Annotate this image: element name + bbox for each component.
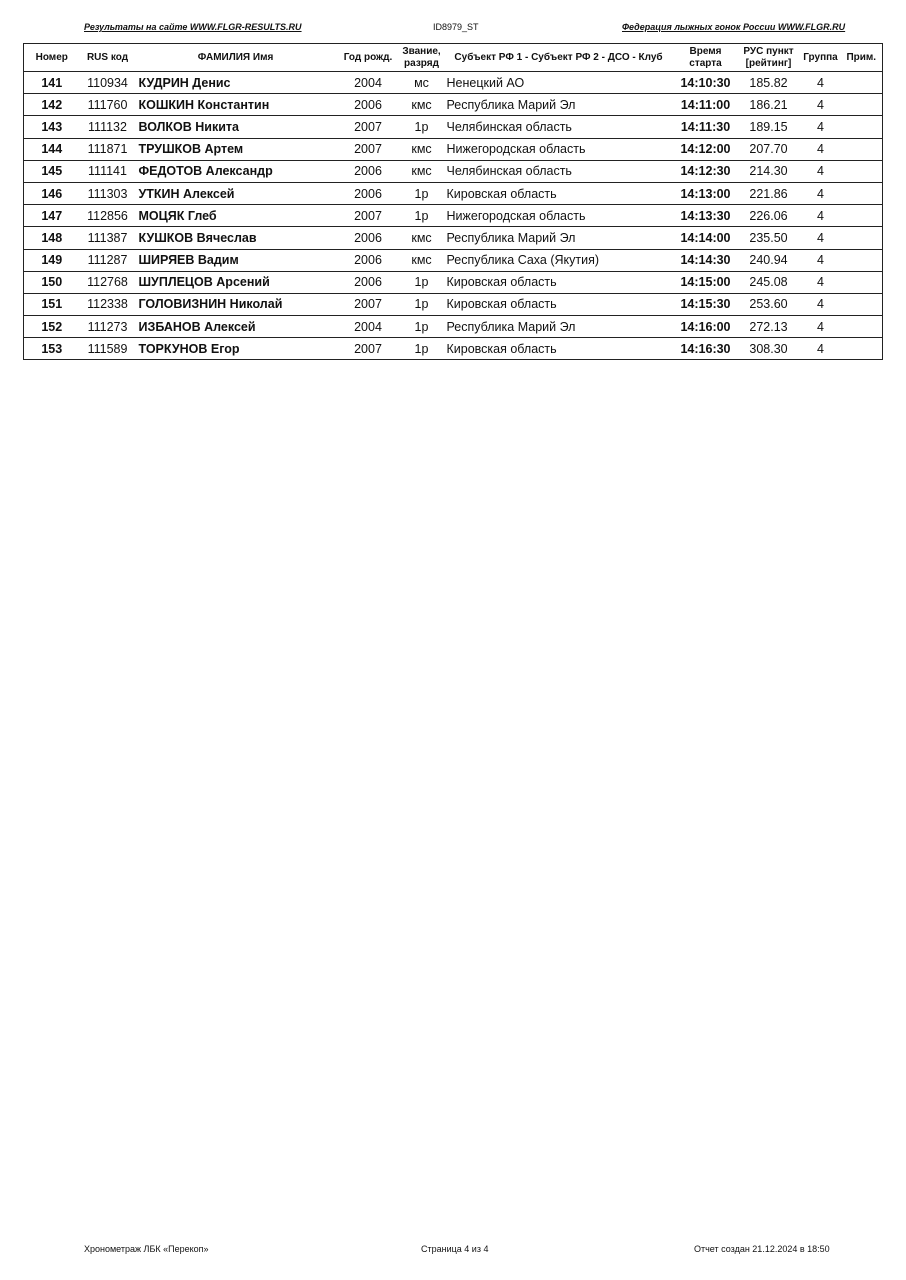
col-header-time — [675, 44, 737, 72]
cell-name: ВОЛКОВ Никита — [136, 116, 336, 138]
cell-region: Нижегородская область — [443, 205, 675, 227]
cell-note — [841, 94, 883, 116]
col-header-group: Группа — [801, 44, 841, 72]
cell-note — [841, 72, 883, 94]
cell-points: 189.15 — [737, 116, 801, 138]
cell-code: 111303 — [80, 182, 136, 204]
cell-year: 2007 — [336, 116, 401, 138]
cell-note — [841, 182, 883, 204]
cell-num: 143 — [24, 116, 80, 138]
cell-code: 111871 — [80, 138, 136, 160]
col-header-name: ФАМИЛИЯ Имя — [136, 44, 336, 72]
col-header-region: Субъект РФ 1 - Субъект РФ 2 - ДСО - Клуб — [443, 44, 675, 72]
cell-name: ТОРКУНОВ Егор — [136, 338, 336, 360]
cell-year: 2006 — [336, 182, 401, 204]
cell-num: 145 — [24, 160, 80, 182]
cell-points: 221.86 — [737, 182, 801, 204]
table-row — [24, 160, 883, 182]
cell-rank: 1р — [401, 271, 443, 293]
cell-points: 272.13 — [737, 316, 801, 338]
cell-note — [841, 249, 883, 271]
table-row — [24, 205, 883, 227]
cell-code: 111273 — [80, 316, 136, 338]
cell-year: 2006 — [336, 227, 401, 249]
table-row — [24, 227, 883, 249]
table-row — [24, 316, 883, 338]
cell-points: 235.50 — [737, 227, 801, 249]
cell-num: 150 — [24, 271, 80, 293]
table-row — [24, 182, 883, 204]
cell-rank: кмс — [401, 249, 443, 271]
cell-region: Ненецкий АО — [443, 72, 675, 94]
cell-rank: кмс — [401, 160, 443, 182]
cell-code: 111760 — [80, 94, 136, 116]
cell-name: ШИРЯЕВ Вадим — [136, 249, 336, 271]
cell-note — [841, 205, 883, 227]
cell-rank: кмс — [401, 138, 443, 160]
col-header-year: Год рожд. — [336, 44, 401, 72]
col-header-points — [737, 44, 801, 72]
cell-region: Челябинская область — [443, 116, 675, 138]
cell-num: 141 — [24, 72, 80, 94]
cell-note — [841, 271, 883, 293]
cell-group: 4 — [801, 249, 841, 271]
cell-points: 308.30 — [737, 338, 801, 360]
table-row — [24, 138, 883, 160]
cell-year: 2006 — [336, 271, 401, 293]
col-header-num: Номер — [24, 44, 80, 72]
cell-note — [841, 293, 883, 315]
cell-num: 147 — [24, 205, 80, 227]
cell-group: 4 — [801, 271, 841, 293]
cell-rank: 1р — [401, 182, 443, 204]
col-header-points-line1: РУС пункт — [743, 45, 794, 57]
cell-name: КОШКИН Константин — [136, 94, 336, 116]
cell-region: Нижегородская область — [443, 138, 675, 160]
cell-group: 4 — [801, 205, 841, 227]
cell-year: 2007 — [336, 205, 401, 227]
cell-name: ГОЛОВИЗНИН Николай — [136, 293, 336, 315]
cell-num: 142 — [24, 94, 80, 116]
start-list-table — [23, 43, 883, 360]
col-header-note: Прим. — [841, 44, 883, 72]
cell-start-time: 14:10:30 — [675, 72, 737, 94]
cell-region: Кировская область — [443, 293, 675, 315]
cell-start-time: 14:16:30 — [675, 338, 737, 360]
federation-site-link[interactable]: Федерация лыжных гонок России WWW.FLGR.RU — [622, 22, 846, 32]
timing-provider: Хронометраж ЛБК «Перекоп» — [84, 1244, 209, 1254]
col-header-code: RUS код — [80, 44, 136, 72]
cell-region: Республика Саха (Якутия) — [443, 249, 675, 271]
col-header-rank-line1: Звание, — [402, 45, 441, 57]
cell-note — [841, 138, 883, 160]
cell-num: 151 — [24, 293, 80, 315]
cell-group: 4 — [801, 338, 841, 360]
cell-group: 4 — [801, 72, 841, 94]
cell-year: 2004 — [336, 72, 401, 94]
cell-year: 2004 — [336, 316, 401, 338]
cell-name: УТКИН Алексей — [136, 182, 336, 204]
cell-points: 253.60 — [737, 293, 801, 315]
cell-group: 4 — [801, 160, 841, 182]
cell-start-time: 14:12:00 — [675, 138, 737, 160]
cell-start-time: 14:16:00 — [675, 316, 737, 338]
table-row — [24, 249, 883, 271]
protocol-id: ID8979_ST — [433, 22, 479, 32]
cell-code: 111387 — [80, 227, 136, 249]
table-row — [24, 94, 883, 116]
cell-rank: мс — [401, 72, 443, 94]
cell-start-time: 14:14:00 — [675, 227, 737, 249]
cell-num: 153 — [24, 338, 80, 360]
cell-rank: 1р — [401, 316, 443, 338]
cell-group: 4 — [801, 182, 841, 204]
cell-start-time: 14:11:30 — [675, 116, 737, 138]
cell-year: 2006 — [336, 249, 401, 271]
cell-name: ТРУШКОВ Артем — [136, 138, 336, 160]
cell-region: Республика Марий Эл — [443, 227, 675, 249]
cell-points: 207.70 — [737, 138, 801, 160]
cell-note — [841, 338, 883, 360]
results-site-link[interactable]: Результаты на сайте WWW.FLGR-RESULTS.RU — [84, 22, 302, 32]
cell-region: Челябинская область — [443, 160, 675, 182]
cell-rank: кмс — [401, 227, 443, 249]
cell-num: 144 — [24, 138, 80, 160]
cell-name: ШУПЛЕЦОВ Арсений — [136, 271, 336, 293]
cell-name: КУШКОВ Вячеслав — [136, 227, 336, 249]
cell-rank: 1р — [401, 293, 443, 315]
cell-num: 152 — [24, 316, 80, 338]
cell-num: 146 — [24, 182, 80, 204]
cell-start-time: 14:12:30 — [675, 160, 737, 182]
cell-region: Кировская область — [443, 338, 675, 360]
col-header-time-line2: старта — [689, 57, 722, 69]
cell-region: Кировская область — [443, 182, 675, 204]
col-header-rank — [401, 44, 443, 72]
cell-note — [841, 116, 883, 138]
cell-rank: кмс — [401, 94, 443, 116]
cell-group: 4 — [801, 138, 841, 160]
cell-points: 214.30 — [737, 160, 801, 182]
cell-points: 186.21 — [737, 94, 801, 116]
cell-code: 112338 — [80, 293, 136, 315]
report-created: Отчет создан 21.12.2024 в 18:50 — [694, 1244, 830, 1254]
cell-region: Республика Марий Эл — [443, 316, 675, 338]
cell-code: 110934 — [80, 72, 136, 94]
cell-num: 149 — [24, 249, 80, 271]
cell-group: 4 — [801, 293, 841, 315]
cell-code: 111287 — [80, 249, 136, 271]
cell-code: 111132 — [80, 116, 136, 138]
cell-start-time: 14:13:00 — [675, 182, 737, 204]
table-row — [24, 293, 883, 315]
cell-start-time: 14:15:30 — [675, 293, 737, 315]
cell-name: КУДРИН Денис — [136, 72, 336, 94]
cell-year: 2007 — [336, 293, 401, 315]
cell-group: 4 — [801, 116, 841, 138]
cell-year: 2007 — [336, 138, 401, 160]
cell-year: 2007 — [336, 338, 401, 360]
cell-name: ФЕДОТОВ Александр — [136, 160, 336, 182]
table-row — [24, 116, 883, 138]
cell-note — [841, 227, 883, 249]
cell-code: 111141 — [80, 160, 136, 182]
cell-code: 112768 — [80, 271, 136, 293]
cell-group: 4 — [801, 227, 841, 249]
cell-rank: 1р — [401, 116, 443, 138]
cell-points: 240.94 — [737, 249, 801, 271]
cell-note — [841, 316, 883, 338]
cell-points: 226.06 — [737, 205, 801, 227]
col-header-points-line2: [рейтинг] — [745, 57, 792, 69]
page-number: Страница 4 из 4 — [421, 1244, 489, 1254]
cell-start-time: 14:14:30 — [675, 249, 737, 271]
cell-group: 4 — [801, 316, 841, 338]
cell-code: 112856 — [80, 205, 136, 227]
cell-year: 2006 — [336, 160, 401, 182]
cell-start-time: 14:13:30 — [675, 205, 737, 227]
cell-region: Кировская область — [443, 271, 675, 293]
table-row — [24, 338, 883, 360]
cell-points: 245.08 — [737, 271, 801, 293]
col-header-rank-line2: разряд — [404, 57, 439, 69]
table-row — [24, 72, 883, 94]
cell-group: 4 — [801, 94, 841, 116]
cell-note — [841, 160, 883, 182]
cell-name: МОЦЯК Глеб — [136, 205, 336, 227]
cell-start-time: 14:11:00 — [675, 94, 737, 116]
cell-rank: 1р — [401, 338, 443, 360]
table-body — [24, 72, 883, 360]
table-header-row — [24, 44, 883, 72]
cell-name: ИЗБАНОВ Алексей — [136, 316, 336, 338]
cell-year: 2006 — [336, 94, 401, 116]
cell-num: 148 — [24, 227, 80, 249]
cell-start-time: 14:15:00 — [675, 271, 737, 293]
cell-points: 185.82 — [737, 72, 801, 94]
table-row — [24, 271, 883, 293]
col-header-time-line1: Время — [689, 45, 722, 57]
cell-rank: 1р — [401, 205, 443, 227]
cell-code: 111589 — [80, 338, 136, 360]
cell-region: Республика Марий Эл — [443, 94, 675, 116]
